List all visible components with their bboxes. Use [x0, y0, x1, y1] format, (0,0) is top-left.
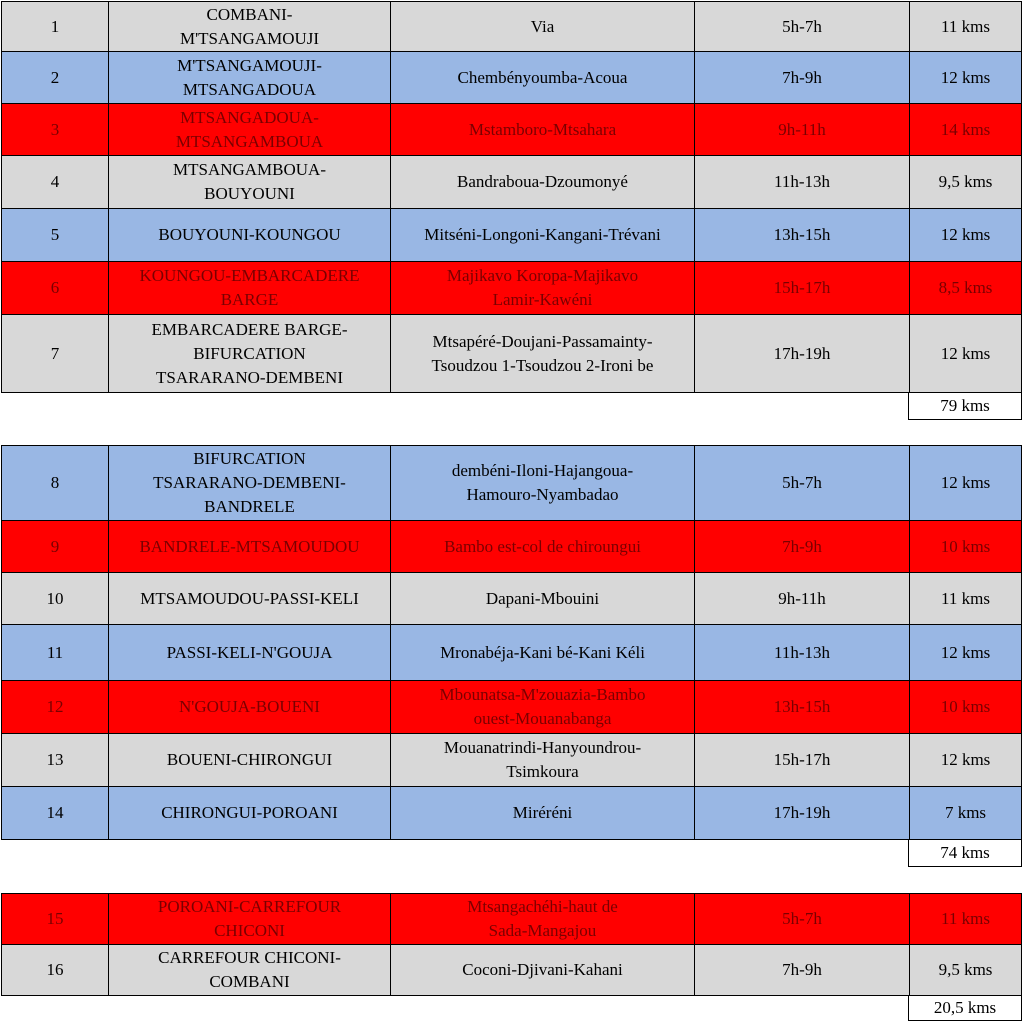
distance: 12 kms	[910, 625, 1022, 681]
route-segment: M'TSANGAMOUJI- MTSANGADOUA	[109, 52, 391, 104]
time-slot: 7h-9h	[695, 945, 910, 996]
table-row	[1, 573, 1022, 625]
time-slot: 7h-9h	[695, 52, 910, 104]
time-slot: 9h-11h	[695, 104, 910, 156]
time-slot: 5h-7h	[695, 445, 910, 521]
via-villages: Coconi-Djivani-Kahani	[391, 945, 695, 996]
via-villages: Mouanatrindi-Hanyoundrou- Tsimkoura	[391, 734, 695, 787]
stage-number: 16	[1, 945, 109, 996]
stage-number: 8	[1, 445, 109, 521]
via-villages: Bandraboua-Dzoumonyé	[391, 156, 695, 209]
route-segment: COMBANI- M'TSANGAMOUJI	[109, 1, 391, 52]
table-row	[1, 156, 1022, 209]
via-villages: Via	[391, 1, 695, 52]
table-row	[1, 262, 1022, 315]
distance: 12 kms	[910, 52, 1022, 104]
distance: 10 kms	[910, 681, 1022, 734]
stage-number: 10	[1, 573, 109, 625]
table-row	[1, 315, 1022, 393]
time-slot: 17h-19h	[695, 315, 910, 393]
via-villages: Mstamboro-Mtsahara	[391, 104, 695, 156]
time-slot: 5h-7h	[695, 1, 910, 52]
distance: 14 kms	[910, 104, 1022, 156]
via-villages: Mtsangachéhi-haut de Sada-Mangajou	[391, 893, 695, 945]
stage-number: 14	[1, 787, 109, 840]
time-slot: 9h-11h	[695, 573, 910, 625]
distance: 7 kms	[910, 787, 1022, 840]
table-row	[1, 521, 1022, 573]
time-slot: 5h-7h	[695, 893, 910, 945]
section-total: 74 kms	[908, 840, 1022, 867]
via-villages: Mtsapéré-Doujani-Passamainty- Tsoudzou 1-Tsoudzou 2-Ironi be	[391, 315, 695, 393]
distance: 11 kms	[910, 573, 1022, 625]
distance: 11 kms	[910, 893, 1022, 945]
via-villages: Mronabéja-Kani bé-Kani Kéli	[391, 625, 695, 681]
route-segment: BOUENI-CHIRONGUI	[109, 734, 391, 787]
stage-number: 13	[1, 734, 109, 787]
stage-number: 2	[1, 52, 109, 104]
stage-number: 9	[1, 521, 109, 573]
via-villages: Dapani-Mbouini	[391, 573, 695, 625]
table-row	[1, 52, 1022, 104]
time-slot: 13h-15h	[695, 681, 910, 734]
route-segment: PASSI-KELI-N'GOUJA	[109, 625, 391, 681]
route-segment: BANDRELE-MTSAMOUDOU	[109, 521, 391, 573]
time-slot: 15h-17h	[695, 262, 910, 315]
section-total: 79 kms	[908, 393, 1022, 420]
table-row	[1, 209, 1022, 262]
route-segment: MTSANGADOUA- MTSANGAMBOUA	[109, 104, 391, 156]
stage-number: 3	[1, 104, 109, 156]
distance: 9,5 kms	[910, 945, 1022, 996]
route-segment: KOUNGOU-EMBARCADERE BARGE	[109, 262, 391, 315]
distance: 9,5 kms	[910, 156, 1022, 209]
distance: 12 kms	[910, 209, 1022, 262]
stage-number: 15	[1, 893, 109, 945]
route-segment: N'GOUJA-BOUENI	[109, 681, 391, 734]
time-slot: 7h-9h	[695, 521, 910, 573]
route-segment: POROANI-CARREFOUR CHICONI	[109, 893, 391, 945]
stage-number: 11	[1, 625, 109, 681]
distance: 8,5 kms	[910, 262, 1022, 315]
via-villages: Miréréni	[391, 787, 695, 840]
route-segment: EMBARCADERE BARGE- BIFURCATION TSARARANO-DEMBENI	[109, 315, 391, 393]
table-row	[1, 681, 1022, 734]
time-slot: 11h-13h	[695, 625, 910, 681]
stage-number: 12	[1, 681, 109, 734]
time-slot: 17h-19h	[695, 787, 910, 840]
table-row	[1, 104, 1022, 156]
time-slot: 13h-15h	[695, 209, 910, 262]
table-row	[1, 787, 1022, 840]
route-segment: MTSANGAMBOUA- BOUYOUNI	[109, 156, 391, 209]
table-row	[1, 445, 1022, 521]
stage-number: 4	[1, 156, 109, 209]
via-villages: dembéni-Iloni-Hajangoua- Hamouro-Nyambadao	[391, 445, 695, 521]
route-segment: MTSAMOUDOU-PASSI-KELI	[109, 573, 391, 625]
table-row	[1, 734, 1022, 787]
via-villages: Bambo est-col de chiroungui	[391, 521, 695, 573]
stage-number: 1	[1, 1, 109, 52]
via-villages: Mbounatsa-M'zouazia-Bambo ouest-Mouanabanga	[391, 681, 695, 734]
distance: 11 kms	[910, 1, 1022, 52]
table-row	[1, 893, 1022, 945]
stage-number: 5	[1, 209, 109, 262]
stage-number: 7	[1, 315, 109, 393]
table-row	[1, 1, 1022, 52]
via-villages: Chembényoumba-Acoua	[391, 52, 695, 104]
time-slot: 11h-13h	[695, 156, 910, 209]
time-slot: 15h-17h	[695, 734, 910, 787]
route-segment: CARREFOUR CHICONI- COMBANI	[109, 945, 391, 996]
route-segment: BIFURCATION TSARARANO-DEMBENI- BANDRELE	[109, 445, 391, 521]
distance: 10 kms	[910, 521, 1022, 573]
via-villages: Majikavo Koropa-Majikavo Lamir-Kawéni	[391, 262, 695, 315]
table-row	[1, 625, 1022, 681]
route-segment: BOUYOUNI-KOUNGOU	[109, 209, 391, 262]
section-total: 20,5 kms	[908, 996, 1022, 1021]
via-villages: Mitséni-Longoni-Kangani-Trévani	[391, 209, 695, 262]
table-row	[1, 945, 1022, 996]
distance: 12 kms	[910, 734, 1022, 787]
distance: 12 kms	[910, 315, 1022, 393]
stage-number: 6	[1, 262, 109, 315]
distance: 12 kms	[910, 445, 1022, 521]
route-segment: CHIRONGUI-POROANI	[109, 787, 391, 840]
